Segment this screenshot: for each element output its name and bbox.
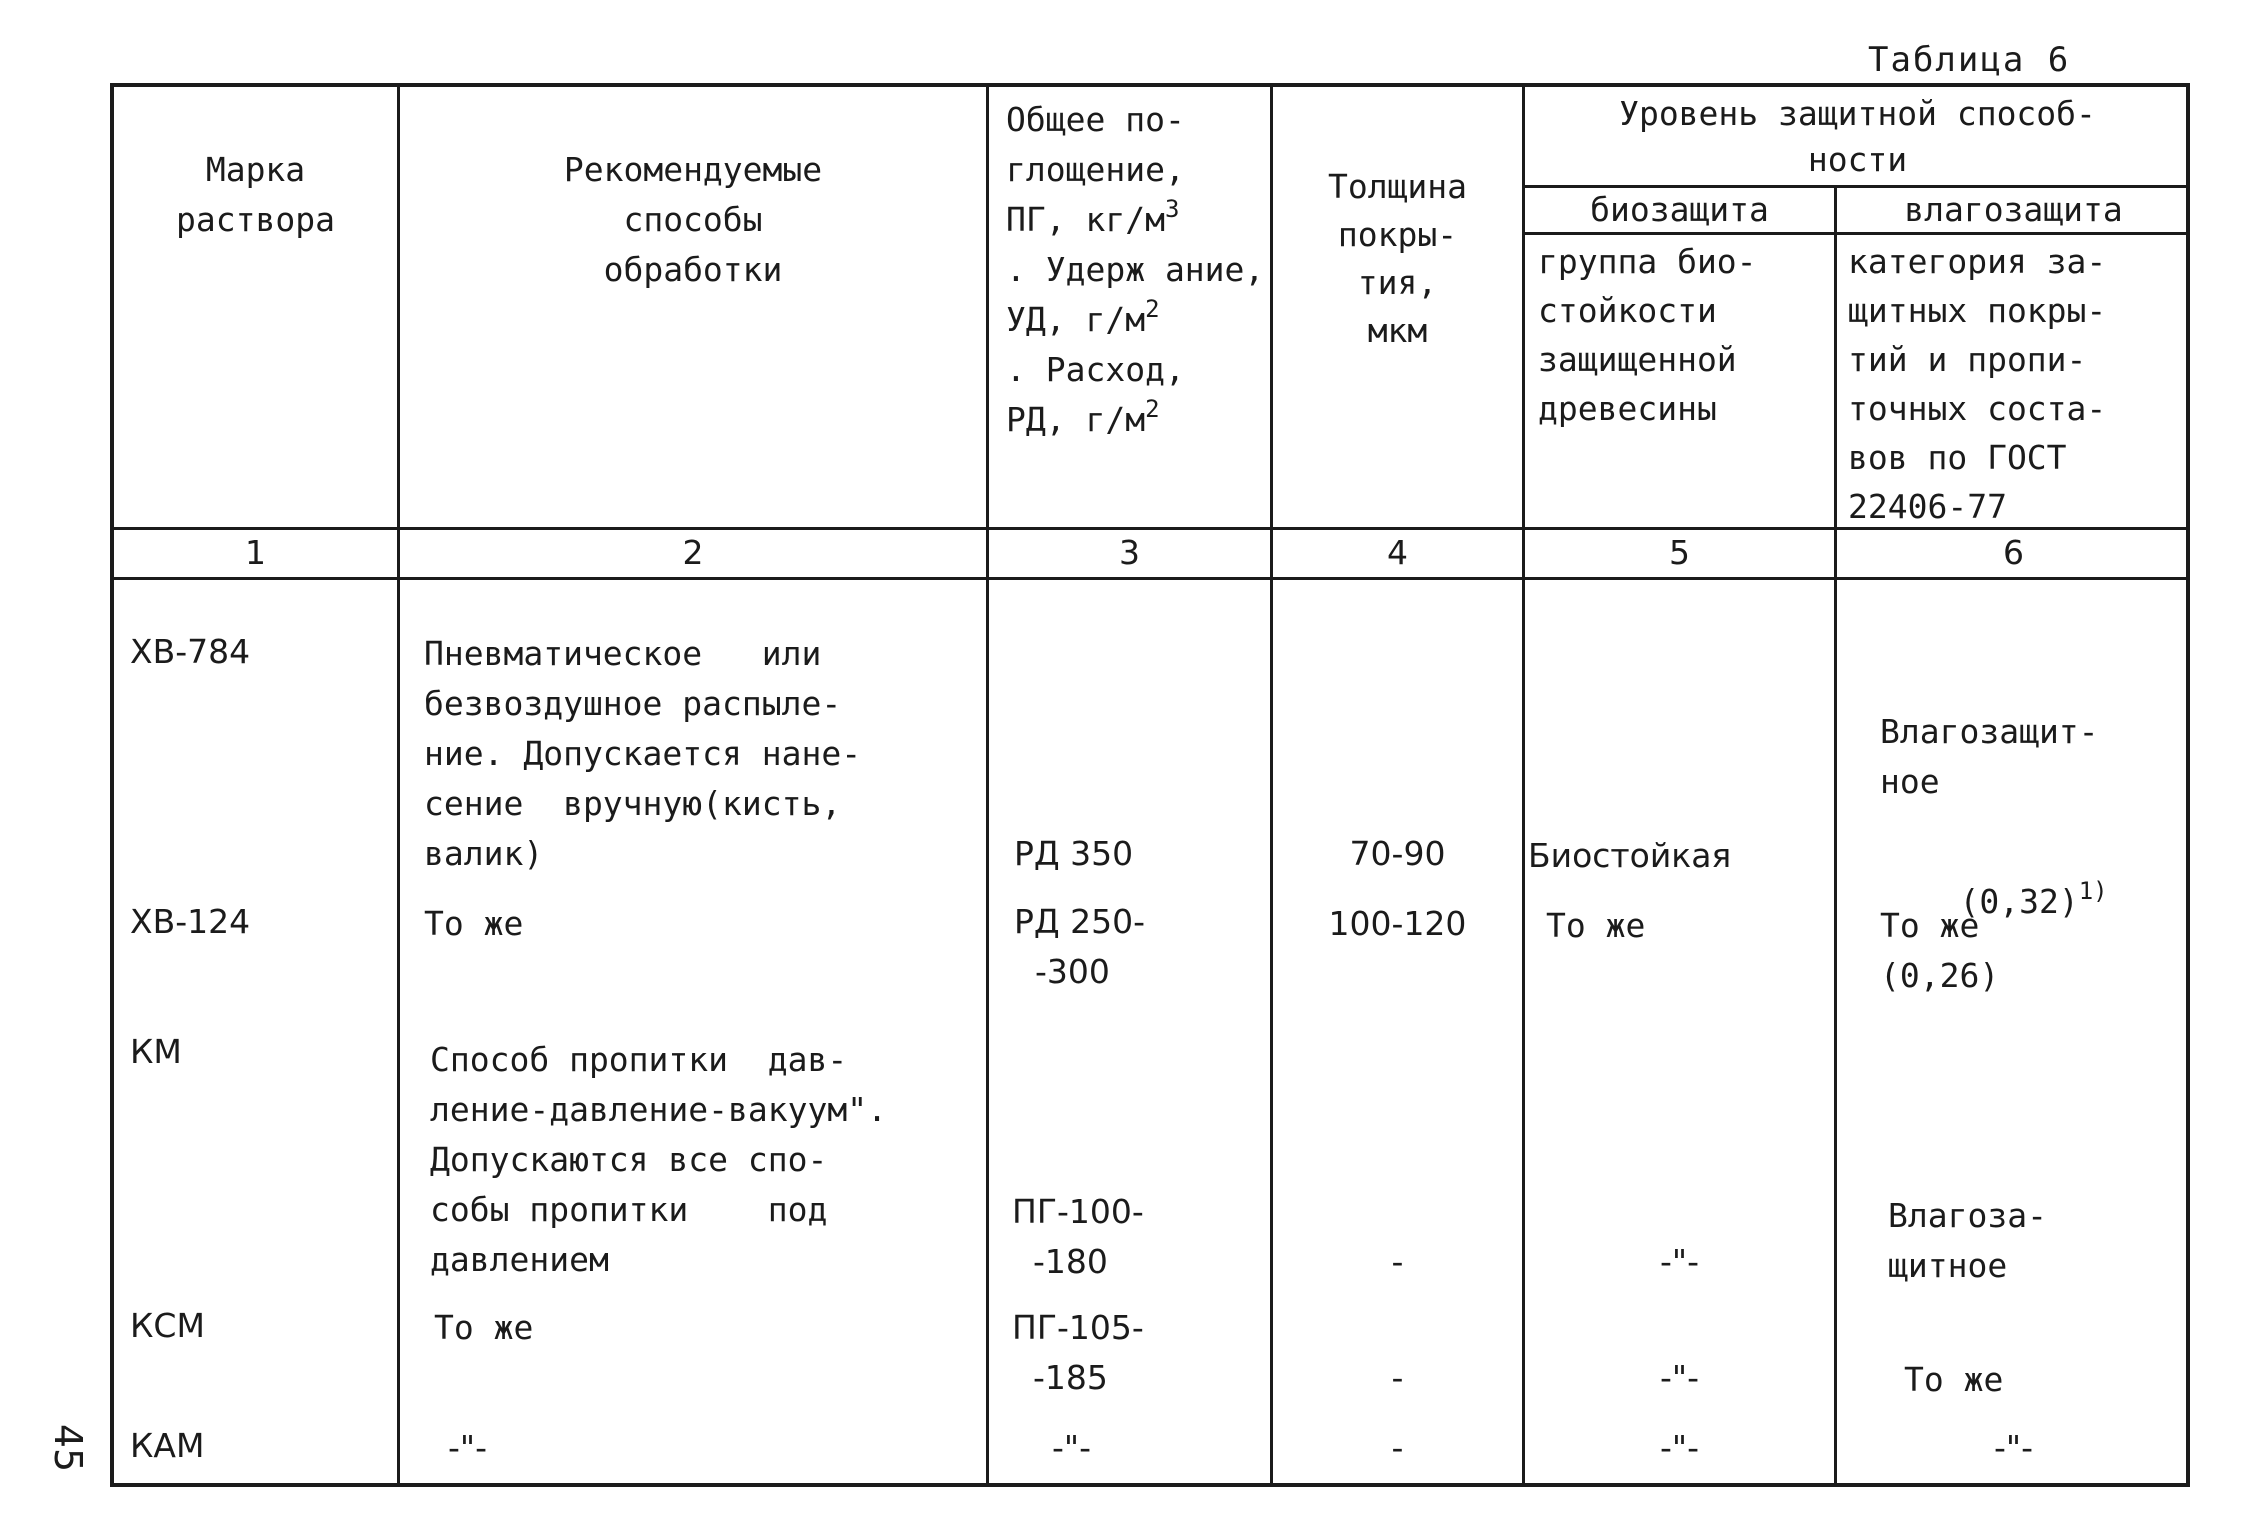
row-thickness: 70-90 — [1349, 834, 1446, 873]
row-thickness: - — [1391, 1428, 1404, 1467]
row-mark: ХВ-124 — [130, 902, 251, 941]
row-bio: -"- — [1660, 1358, 1699, 1397]
row-method: То же — [424, 904, 524, 943]
page-number: 45 — [46, 1423, 90, 1473]
row-thickness: - — [1391, 1242, 1404, 1281]
row-thickness: - — [1391, 1358, 1404, 1397]
column-number: 2 — [682, 533, 704, 572]
column-number: 6 — [2003, 533, 2024, 572]
numbering-bottom-rule — [114, 577, 2190, 580]
row-mark: ХВ-784 — [130, 632, 251, 671]
row-moisture: То же — [1904, 1360, 2004, 1399]
column-number: 5 — [1669, 533, 1690, 572]
header-consumption-line: . Удерж ание, — [1006, 250, 1265, 289]
column-number: 3 — [1119, 533, 1140, 572]
header-consumption-line: ПГ, кг/м — [1006, 200, 1165, 239]
column-rule — [397, 87, 400, 1485]
header-consumption-line: глощение, — [1006, 150, 1185, 189]
row-moisture: Влагоза- щитное — [1888, 1196, 2047, 1285]
data-table — [110, 83, 2190, 1487]
table-caption: Таблица 6 — [1868, 40, 2071, 80]
column-number: 4 — [1387, 533, 1408, 572]
row-bio: -"- — [1660, 1428, 1699, 1467]
row-consumption: ПГ-100- -180 — [1012, 1192, 1144, 1281]
superscript: 3 — [1164, 195, 1180, 223]
superscript: 2 — [1145, 295, 1160, 323]
row-consumption: ПГ-105- -185 — [1012, 1308, 1144, 1397]
row-moisture: То же (0,26) — [1880, 906, 2000, 995]
header-consumption-line: УД, г/м — [1006, 300, 1146, 339]
header-consumption-line: Общее по- — [1006, 100, 1185, 139]
row-consumption: РД 350 — [1014, 834, 1134, 873]
row-bio: Биостойкая — [1528, 836, 1732, 875]
row-mark: КМ — [130, 1032, 182, 1071]
column-number: 1 — [245, 533, 266, 572]
row-consumption: РД 250- -300 — [1014, 902, 1146, 991]
header-protection-level: Уровень защитной способ- ности — [1619, 94, 2096, 179]
row-bio: -"- — [1660, 1242, 1699, 1281]
header-bio-protection: биозащита — [1590, 190, 1769, 229]
header-mark: Марка раствора — [176, 150, 335, 239]
row-mark: КАМ — [130, 1426, 205, 1465]
row-method: -"- — [448, 1428, 487, 1467]
header-consumption-line: РД, г/м — [1006, 400, 1146, 439]
moisture-value: (0,32) — [1959, 882, 2079, 921]
row-method: Пневматическое или безвоздушное распыле- ние. Допускается нане- сение вручную(кисть, валик) — [424, 634, 862, 873]
row-moisture: -"- — [1994, 1428, 2033, 1467]
row-bio: То же — [1546, 906, 1646, 945]
header-moisture-protection: влагозащита — [1904, 190, 2123, 229]
row-moisture: Влагозащит- ное — [1880, 712, 2099, 801]
row-method: То же — [434, 1308, 534, 1347]
header-consumption — [1006, 95, 1270, 445]
header-thickness: Толщина покры- тия, мкм — [1327, 167, 1468, 350]
header-moisture-category: категория за- щитных покры- тий и пропи- точных соста- вов по ГОСТ 22406-77 — [1848, 242, 2107, 526]
header-consumption-line: . Расход, — [1006, 350, 1185, 389]
row-method: Способ пропитки дав- ление-давление-вакуум". Допускаются все спо- собы пропитки под давлением — [430, 1040, 887, 1279]
column-rule — [986, 87, 989, 1485]
header-methods: Рекомендуемые способы обработки — [563, 150, 823, 289]
column-rule — [1834, 187, 1837, 1485]
row-consumption: -"- — [1052, 1428, 1091, 1467]
superscript: 2 — [1145, 395, 1160, 423]
footnote-marker: 1) — [2078, 877, 2108, 905]
header-bio-group: группа био- стойкости защищенной древесины — [1538, 242, 1757, 428]
row-mark: КСМ — [130, 1306, 205, 1345]
row-thickness: 100-120 — [1328, 904, 1467, 943]
